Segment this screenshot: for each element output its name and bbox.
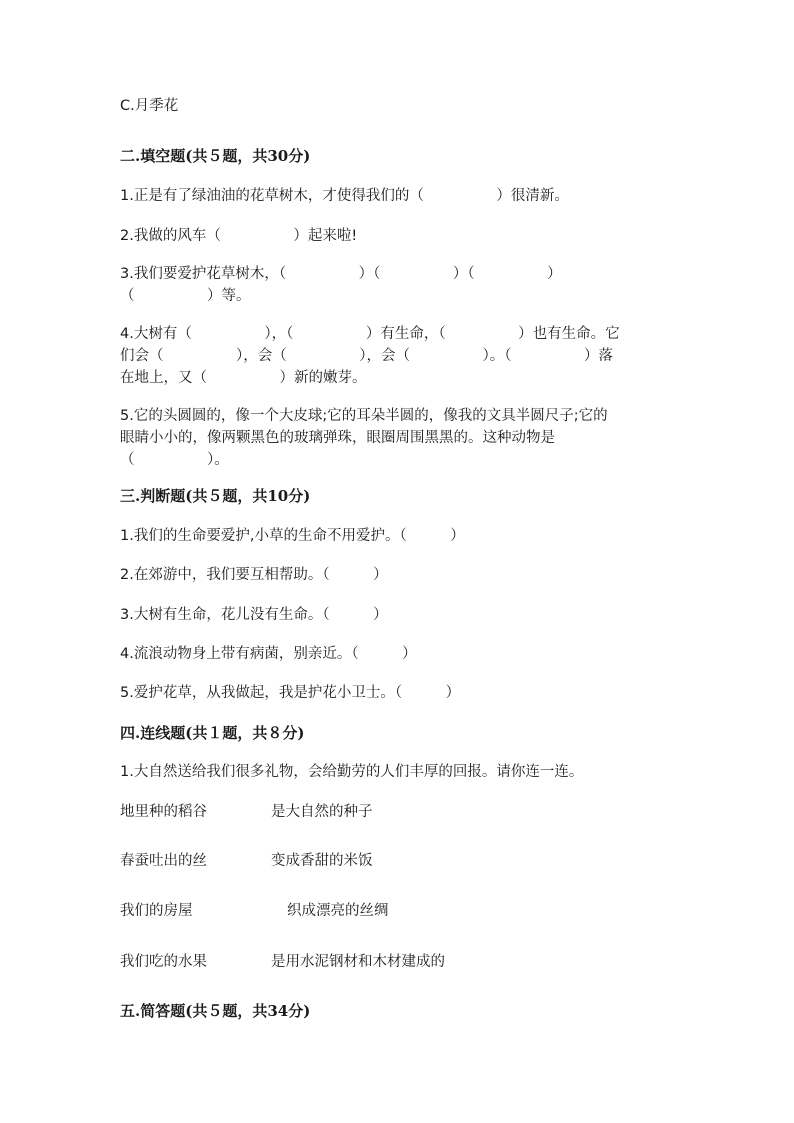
- fill-q4-line2: 们会（ ），会（ ），会（ ）。（ ）落: [120, 348, 613, 364]
- match-question: 1.大自然送给我们很多礼物，会给勤劳的人们丰厚的回报。请你连一连。: [120, 764, 584, 780]
- fill-q4-line1: 4.大树有（ ），（ ）有生命，（ ）也有生命。它: [120, 326, 620, 342]
- match-right-item: 是用水泥钢材和木材建成的: [271, 954, 445, 970]
- match-left-item: 地里种的稻谷: [120, 804, 207, 820]
- fill-q5-line2: 眼睛小小的，像两颗黑色的玻璃弹珠，眼圈周围黑黑的。这种动物是: [120, 430, 555, 446]
- judge-item: 2.在郊游中，我们要互相帮助。（ ）: [120, 567, 388, 583]
- section-short-title: 五.简答题(共５题，共34分): [120, 1002, 311, 1020]
- judge-item: 3.大树有生命，花儿没有生命。（ ）: [120, 607, 388, 623]
- match-right-item: 变成香甜的米饭: [271, 853, 373, 869]
- option-c: C.月季花: [120, 98, 179, 114]
- fill-q5-line1: 5.它的头圆圆的，像一个大皮球;它的耳朵半圆的，像我的文具半圆尺子;它的: [120, 408, 608, 424]
- section-judge-title: 三.判断题(共５题，共10分): [120, 487, 311, 505]
- judge-item: 1.我们的生命要爱护,小草的生命不用爱护。（ ）: [120, 528, 465, 544]
- fill-q3-line1: 3.我们要爱护花草树木，（ ）（ ）（ ）: [120, 266, 562, 282]
- fill-q2: 2.我做的风车（ ）起来啦!: [120, 228, 358, 244]
- match-left-item: 我们的房屋: [120, 903, 193, 919]
- match-right-item: 织成漂亮的丝绸: [287, 903, 389, 919]
- match-left-item: 我们吃的水果: [120, 954, 207, 970]
- fill-q3-line2: （ ）等。: [120, 288, 251, 304]
- fill-q4-line3: 在地上，又（ ）新的嫩芽。: [120, 370, 367, 386]
- match-right-item: 是大自然的种子: [271, 804, 373, 820]
- section-match-title: 四.连线题(共１题，共８分): [120, 724, 305, 742]
- match-left-item: 春蚕吐出的丝: [120, 853, 207, 869]
- judge-item: 5.爱护花草，从我做起，我是护花小卫士。（ ）: [120, 685, 461, 701]
- fill-q1: 1.正是有了绿油油的花草树木，才使得我们的（ ）很清新。: [120, 188, 569, 204]
- judge-item: 4.流浪动物身上带有病菌，别亲近。（ ）: [120, 646, 417, 662]
- fill-q5-line3: （ ）。: [120, 452, 229, 468]
- section-fill-title: 二.填空题(共５题，共30分): [120, 147, 311, 165]
